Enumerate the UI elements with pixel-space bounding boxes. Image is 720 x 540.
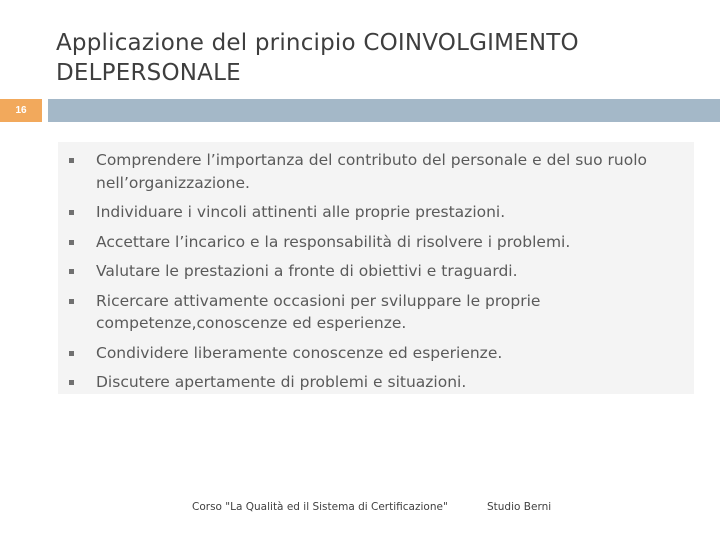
bullet-text: Condividere liberamente conoscenze ed esperienze. bbox=[96, 343, 503, 362]
slide-title-prefix: Applicazione del principio bbox=[56, 30, 364, 56]
slide-title bbox=[56, 28, 676, 88]
slide-title-emphasis: COINVOLGIMENTO DELPERSONALE bbox=[56, 30, 579, 86]
slide-number-badge bbox=[0, 99, 42, 122]
content-panel bbox=[58, 142, 694, 394]
bullet-text: Discutere apertamente di problemi e situazioni. bbox=[96, 373, 467, 391]
bullet-text: Accettare l’incarico e la responsabilità di risolvere i problemi. bbox=[96, 232, 571, 251]
footer-studio: Studio Berni bbox=[487, 501, 552, 513]
bullet-item bbox=[66, 201, 686, 224]
bullet-item bbox=[66, 149, 686, 194]
bullet-text: Individuare i vincoli attinenti alle proprie prestazioni. bbox=[96, 203, 506, 221]
bullet-text: Ricercare attivamente occasioni per sviluppare le proprie competenze,conoscenze ed esperienze. bbox=[96, 291, 541, 332]
bullet-square-icon bbox=[69, 351, 74, 356]
bullet-square-icon bbox=[69, 269, 74, 274]
bullet-text: Valutare le prestazioni a fronte di obiettivi e traguardi. bbox=[96, 262, 518, 280]
bullet-item bbox=[66, 371, 686, 394]
bullet-square-icon bbox=[69, 240, 74, 245]
title-rule-bar bbox=[48, 99, 720, 122]
bullet-item bbox=[66, 342, 686, 365]
bullet-square-icon bbox=[69, 210, 74, 215]
bullet-item bbox=[66, 231, 686, 254]
bullet-item bbox=[66, 260, 686, 283]
bullet-square-icon bbox=[69, 158, 74, 163]
slide-number: 16 bbox=[15, 105, 27, 116]
bullet-item bbox=[66, 290, 686, 335]
bullet-text: Comprendere l’importanza del contributo del personale e del suo ruolo nell’organizzazione. bbox=[96, 151, 647, 192]
bullet-square-icon bbox=[69, 299, 74, 304]
bullet-list bbox=[66, 149, 686, 401]
bullet-square-icon bbox=[69, 380, 74, 385]
footer-course: Corso "La Qualità ed il Sistema di Certificazione" bbox=[192, 501, 448, 513]
